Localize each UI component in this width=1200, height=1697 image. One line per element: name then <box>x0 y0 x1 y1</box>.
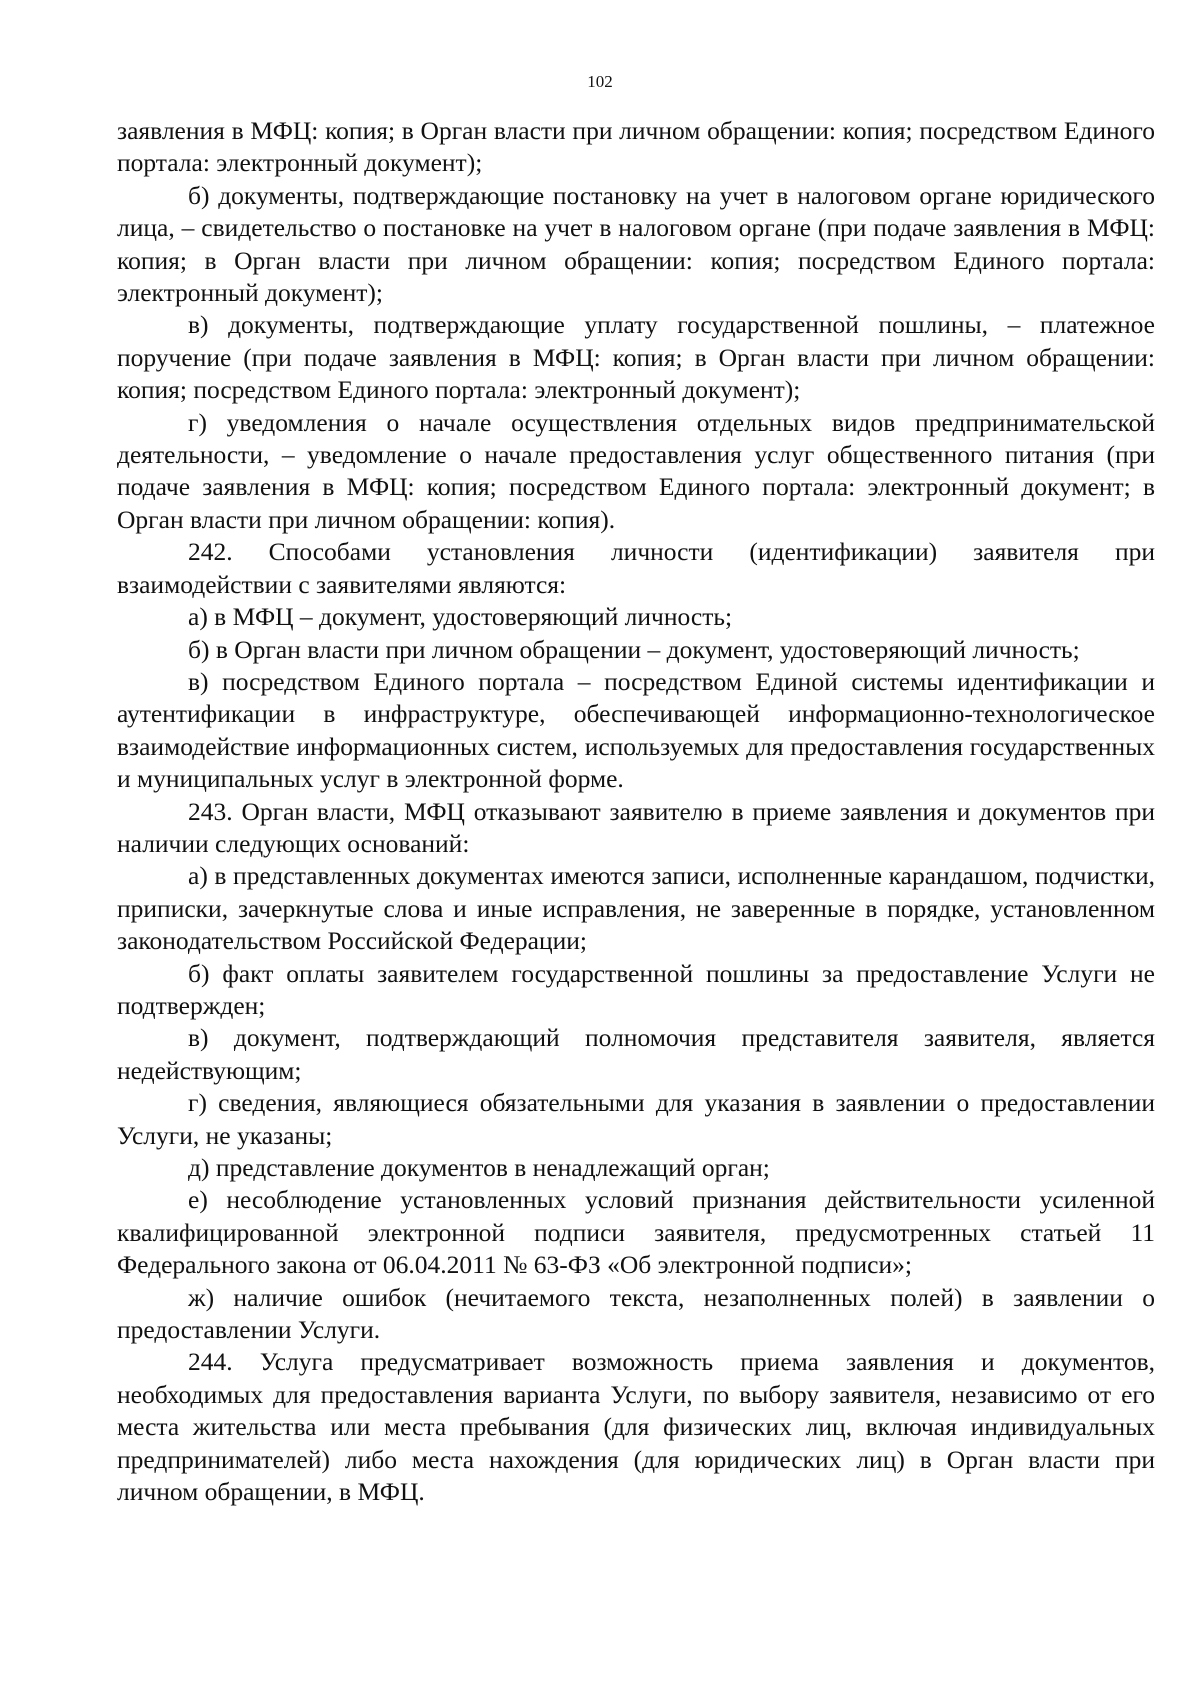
paragraph: в) документ, подтверждающий полномочия представителя заявителя, является недействующим; <box>117 1023 1155 1085</box>
paragraph: д) представление документов в ненадлежащий орган; <box>188 1153 770 1182</box>
paragraph: е) несоблюдение установленных условий признания действительности усиленной квалифицированной электронной подписи заявителя, предусмотренных статьей 11 Федерального закона от 06.04.2011 № 63-ФЗ «Об электронной подписи»; <box>117 1185 1155 1280</box>
paragraph: 244. Услуга предусматривает возможность приема заявления и документов, необходимых для предоставления варианта Услуги, по выбору заявителя, независимо от его места жительства или места пребывания (для физических лиц, включая индивидуальных предпринимателей) либо места нахождения (для юридических лиц) в Орган власти при личном обращении, в МФЦ. <box>117 1347 1155 1507</box>
paragraph: 242. Способами установления личности (идентификации) заявителя при взаимодействии с заявителями являются: <box>117 537 1155 599</box>
paragraph: б) документы, подтверждающие постановку на учет в налоговом органе юридического лица, – свидетельство о постановке на учет в налоговом органе (при подаче заявления в МФЦ: копия; в Орган власти при личном обращении: копия; посредством Единого портала: электронный документ); <box>117 180 1155 308</box>
paragraph: а) в МФЦ – документ, удостоверяющий личность; <box>188 602 733 632</box>
page-number: 102 <box>587 72 613 91</box>
paragraph: а) в представленных документах имеются записи, исполненные карандашом, подчистки, приписки, зачеркнутые слова и иные исправления, не заверенные в порядке, установленном законодательством Российской Федерации; <box>117 861 1155 956</box>
paragraph: г) уведомления о начале осуществления отдельных видов предпринимательской деятельности, – уведомление о начале предоставления услуг общественного питания (при подаче заявления в МФЦ: копия; посредством Единого портала: электронный документ; в Орган власти при личном обращении: копия). <box>117 407 1155 534</box>
paragraph: ж) наличие ошибок (нечитаемого текста, незаполненных полей) в заявлении о предоставлении Услуги. <box>117 1282 1155 1345</box>
paragraph: б) факт оплаты заявителем государственной пошлины за предоставление Услуги не подтвержден; <box>117 958 1155 1020</box>
paragraph: в) документы, подтверждающие уплату государственной пошлины, – платежное поручение (при подаче заявления в МФЦ: копия; в Орган власти при личном обращении: копия; посредством Единого портала: электронный документ); <box>117 310 1155 405</box>
paragraph: заявления в МФЦ: копия; в Орган власти при личном обращении: копия; посредством Единого портала: электронный документ); <box>117 116 1155 178</box>
paragraph: б) в Орган власти при личном обращении – документ, удостоверяющий личность; <box>188 634 1080 664</box>
paragraph: г) сведения, являющиеся обязательными для указания в заявлении о предоставлении Услуги, не указаны; <box>117 1088 1155 1150</box>
paragraph: 243. Орган власти, МФЦ отказывают заявителю в приеме заявления и документов при наличии следующих оснований: <box>117 796 1155 858</box>
document-body <box>117 115 1155 1508</box>
paragraph: в) посредством Единого портала – посредством Единой системы идентификации и аутентификации в инфраструктуре, обеспечивающей информационно-технологическое взаимодействие информационных систем, используемых для предоставления государственных и муниципальных услуг в электронной форме. <box>117 666 1155 794</box>
